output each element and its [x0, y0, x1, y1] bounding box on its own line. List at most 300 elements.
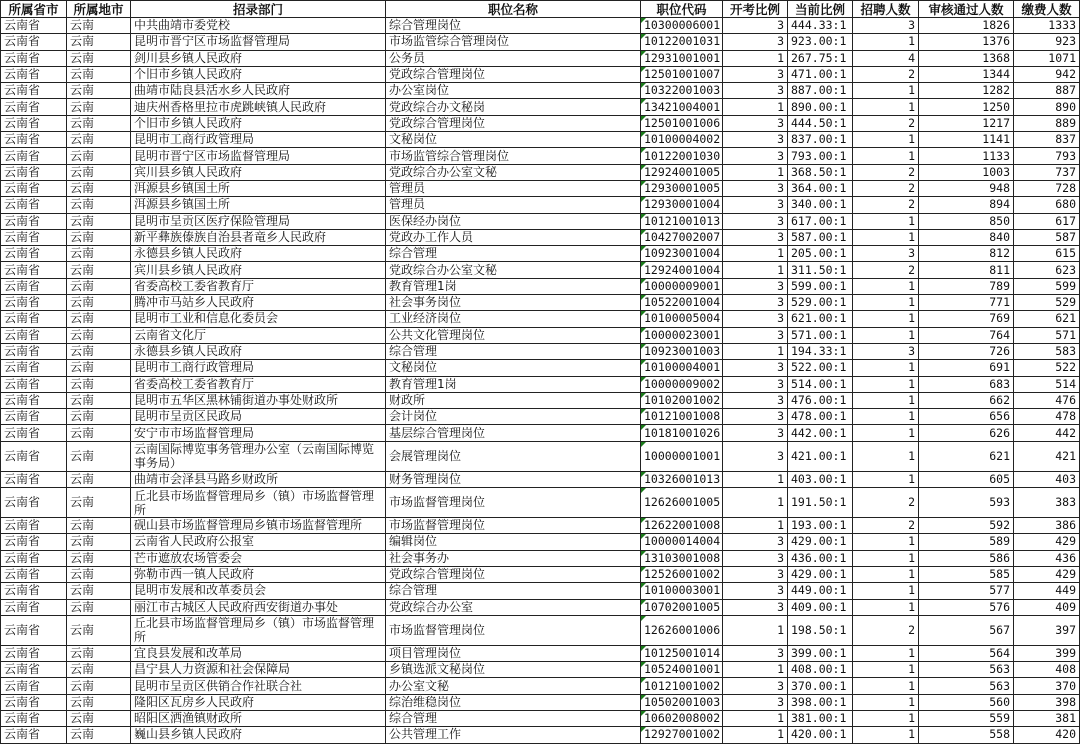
- province-cell[interactable]: 云南省: [1, 262, 67, 278]
- province-cell[interactable]: 云南省: [1, 360, 67, 376]
- paid-cell[interactable]: 615: [1014, 246, 1080, 262]
- position-cell[interactable]: 会计岗位: [386, 409, 641, 425]
- paid-cell[interactable]: 408: [1014, 662, 1080, 678]
- code-cell[interactable]: 10000001001: [641, 441, 723, 471]
- city-cell[interactable]: 云南: [67, 662, 131, 678]
- city-cell[interactable]: 云南: [67, 392, 131, 408]
- department-cell[interactable]: 昆明市呈贡区供销合作社联合社: [131, 678, 386, 694]
- paid-cell[interactable]: 887: [1014, 83, 1080, 99]
- position-cell[interactable]: 党政综合管理岗位: [386, 115, 641, 131]
- province-cell[interactable]: 云南省: [1, 550, 67, 566]
- hires-cell[interactable]: 1: [853, 132, 919, 148]
- code-cell[interactable]: 10326001013: [641, 471, 723, 487]
- province-cell[interactable]: 云南省: [1, 34, 67, 50]
- approved-cell[interactable]: 691: [919, 360, 1014, 376]
- department-cell[interactable]: 昌宁县人力资源和社会保障局: [131, 662, 386, 678]
- position-cell[interactable]: 综合管理: [386, 246, 641, 262]
- current-ratio-cell[interactable]: 444.50:1: [788, 115, 853, 131]
- department-cell[interactable]: 昆明市呈贡区医疗保险管理局: [131, 213, 386, 229]
- department-cell[interactable]: 昆明市呈贡区民政局: [131, 409, 386, 425]
- province-cell[interactable]: 云南省: [1, 197, 67, 213]
- code-cell[interactable]: 10125001014: [641, 645, 723, 661]
- approved-cell[interactable]: 948: [919, 180, 1014, 196]
- city-cell[interactable]: 云南: [67, 599, 131, 615]
- code-cell[interactable]: 10100004001: [641, 360, 723, 376]
- hires-cell[interactable]: 1: [853, 550, 919, 566]
- province-cell[interactable]: 云南省: [1, 132, 67, 148]
- position-cell[interactable]: 社会事务办: [386, 550, 641, 566]
- paid-cell[interactable]: 621: [1014, 311, 1080, 327]
- hires-cell[interactable]: 2: [853, 488, 919, 518]
- position-cell[interactable]: 综合管理: [386, 583, 641, 599]
- current-ratio-cell[interactable]: 399.00:1: [788, 645, 853, 661]
- current-ratio-cell[interactable]: 194.33:1: [788, 343, 853, 359]
- department-cell[interactable]: 昆明市工业和信息化委员会: [131, 311, 386, 327]
- hires-cell[interactable]: 2: [853, 115, 919, 131]
- approved-cell[interactable]: 621: [919, 441, 1014, 471]
- approved-cell[interactable]: 683: [919, 376, 1014, 392]
- paid-cell[interactable]: 737: [1014, 164, 1080, 180]
- current-ratio-cell[interactable]: 403.00:1: [788, 471, 853, 487]
- department-cell[interactable]: 昆明市五华区黑林铺街道办事处财政所: [131, 392, 386, 408]
- city-cell[interactable]: 云南: [67, 83, 131, 99]
- province-cell[interactable]: 云南省: [1, 392, 67, 408]
- approved-cell[interactable]: 1376: [919, 34, 1014, 50]
- approved-cell[interactable]: 593: [919, 488, 1014, 518]
- province-cell[interactable]: 云南省: [1, 18, 67, 34]
- code-cell[interactable]: 10000009001: [641, 278, 723, 294]
- hires-cell[interactable]: 1: [853, 278, 919, 294]
- city-cell[interactable]: 云南: [67, 566, 131, 582]
- code-cell[interactable]: 12526001002: [641, 566, 723, 582]
- paid-cell[interactable]: 381: [1014, 710, 1080, 726]
- paid-cell[interactable]: 889: [1014, 115, 1080, 131]
- code-cell[interactable]: 10000014004: [641, 534, 723, 550]
- paid-cell[interactable]: 442: [1014, 425, 1080, 441]
- approved-cell[interactable]: 564: [919, 645, 1014, 661]
- department-cell[interactable]: 昭阳区洒渔镇财政所: [131, 710, 386, 726]
- hires-cell[interactable]: 1: [853, 599, 919, 615]
- current-ratio-cell[interactable]: 923.00:1: [788, 34, 853, 50]
- position-cell[interactable]: 办公室文秘: [386, 678, 641, 694]
- position-cell[interactable]: 综治维稳岗位: [386, 694, 641, 710]
- current-ratio-cell[interactable]: 571.00:1: [788, 327, 853, 343]
- city-cell[interactable]: 云南: [67, 534, 131, 550]
- exam-ratio-cell[interactable]: 3: [723, 550, 788, 566]
- department-cell[interactable]: 云南国际博览事务管理办公室（云南国际博览事务局）: [131, 441, 386, 471]
- province-cell[interactable]: 云南省: [1, 376, 67, 392]
- department-cell[interactable]: 洱源县乡镇国土所: [131, 180, 386, 196]
- code-cell[interactable]: 12930001005: [641, 180, 723, 196]
- approved-cell[interactable]: 662: [919, 392, 1014, 408]
- position-cell[interactable]: 公务员: [386, 50, 641, 66]
- paid-cell[interactable]: 386: [1014, 518, 1080, 534]
- exam-ratio-cell[interactable]: 3: [723, 327, 788, 343]
- current-ratio-cell[interactable]: 421.00:1: [788, 441, 853, 471]
- approved-cell[interactable]: 789: [919, 278, 1014, 294]
- position-cell[interactable]: 财务管理岗位: [386, 471, 641, 487]
- current-ratio-cell[interactable]: 193.00:1: [788, 518, 853, 534]
- position-cell[interactable]: 综合管理: [386, 710, 641, 726]
- paid-cell[interactable]: 942: [1014, 66, 1080, 82]
- exam-ratio-cell[interactable]: 3: [723, 66, 788, 82]
- city-cell[interactable]: 云南: [67, 425, 131, 441]
- department-cell[interactable]: 巍山县乡镇人民政府: [131, 727, 386, 743]
- current-ratio-cell[interactable]: 837.00:1: [788, 132, 853, 148]
- code-cell[interactable]: 10427002007: [641, 229, 723, 245]
- city-cell[interactable]: 云南: [67, 583, 131, 599]
- approved-cell[interactable]: 1141: [919, 132, 1014, 148]
- code-cell[interactable]: 10100005004: [641, 311, 723, 327]
- current-ratio-cell[interactable]: 368.50:1: [788, 164, 853, 180]
- approved-cell[interactable]: 1003: [919, 164, 1014, 180]
- province-cell[interactable]: 云南省: [1, 83, 67, 99]
- current-ratio-cell[interactable]: 478.00:1: [788, 409, 853, 425]
- position-cell[interactable]: 党政综合管理岗位: [386, 66, 641, 82]
- department-cell[interactable]: 昆明市发展和改革委员会: [131, 583, 386, 599]
- department-cell[interactable]: 昆明市工商行政管理局: [131, 360, 386, 376]
- province-cell[interactable]: 云南省: [1, 583, 67, 599]
- city-cell[interactable]: 云南: [67, 180, 131, 196]
- position-cell[interactable]: 编辑岗位: [386, 534, 641, 550]
- department-cell[interactable]: 新平彝族傣族自治县者竜乡人民政府: [131, 229, 386, 245]
- approved-cell[interactable]: 1368: [919, 50, 1014, 66]
- hires-cell[interactable]: 1: [853, 392, 919, 408]
- city-cell[interactable]: 云南: [67, 164, 131, 180]
- department-cell[interactable]: 永德县乡镇人民政府: [131, 246, 386, 262]
- code-cell[interactable]: 12626001006: [641, 615, 723, 645]
- exam-ratio-cell[interactable]: 3: [723, 376, 788, 392]
- paid-cell[interactable]: 429: [1014, 566, 1080, 582]
- exam-ratio-cell[interactable]: 3: [723, 392, 788, 408]
- exam-ratio-cell[interactable]: 3: [723, 148, 788, 164]
- exam-ratio-cell[interactable]: 3: [723, 566, 788, 582]
- department-cell[interactable]: 昆明市晋宁区市场监督管理局: [131, 34, 386, 50]
- city-cell[interactable]: 云南: [67, 710, 131, 726]
- code-cell[interactable]: 12931001001: [641, 50, 723, 66]
- current-ratio-cell[interactable]: 205.00:1: [788, 246, 853, 262]
- province-cell[interactable]: 云南省: [1, 566, 67, 582]
- code-cell[interactable]: 10702001005: [641, 599, 723, 615]
- paid-cell[interactable]: 409: [1014, 599, 1080, 615]
- exam-ratio-cell[interactable]: 3: [723, 229, 788, 245]
- paid-cell[interactable]: 397: [1014, 615, 1080, 645]
- paid-cell[interactable]: 571: [1014, 327, 1080, 343]
- approved-cell[interactable]: 811: [919, 262, 1014, 278]
- header-position[interactable]: 职位名称: [386, 1, 641, 18]
- current-ratio-cell[interactable]: 267.75:1: [788, 50, 853, 66]
- code-cell[interactable]: 12622001008: [641, 518, 723, 534]
- hires-cell[interactable]: 1: [853, 645, 919, 661]
- exam-ratio-cell[interactable]: 3: [723, 599, 788, 615]
- code-cell[interactable]: 13421004001: [641, 99, 723, 115]
- city-cell[interactable]: 云南: [67, 409, 131, 425]
- position-cell[interactable]: 党政综合办公室: [386, 599, 641, 615]
- province-cell[interactable]: 云南省: [1, 327, 67, 343]
- code-cell[interactable]: 10181001026: [641, 425, 723, 441]
- paid-cell[interactable]: 587: [1014, 229, 1080, 245]
- city-cell[interactable]: 云南: [67, 550, 131, 566]
- code-cell[interactable]: 12501001007: [641, 66, 723, 82]
- current-ratio-cell[interactable]: 370.00:1: [788, 678, 853, 694]
- approved-cell[interactable]: 764: [919, 327, 1014, 343]
- city-cell[interactable]: 云南: [67, 471, 131, 487]
- position-cell[interactable]: 工业经济岗位: [386, 311, 641, 327]
- exam-ratio-cell[interactable]: 3: [723, 213, 788, 229]
- exam-ratio-cell[interactable]: 1: [723, 662, 788, 678]
- city-cell[interactable]: 云南: [67, 376, 131, 392]
- position-cell[interactable]: 市场监管综合管理岗位: [386, 34, 641, 50]
- code-cell[interactable]: 10923001003: [641, 343, 723, 359]
- hires-cell[interactable]: 4: [853, 50, 919, 66]
- position-cell[interactable]: 市场监督管理岗位: [386, 615, 641, 645]
- hires-cell[interactable]: 1: [853, 360, 919, 376]
- exam-ratio-cell[interactable]: 1: [723, 518, 788, 534]
- current-ratio-cell[interactable]: 890.00:1: [788, 99, 853, 115]
- paid-cell[interactable]: 837: [1014, 132, 1080, 148]
- paid-cell[interactable]: 728: [1014, 180, 1080, 196]
- current-ratio-cell[interactable]: 429.00:1: [788, 566, 853, 582]
- paid-cell[interactable]: 680: [1014, 197, 1080, 213]
- hires-cell[interactable]: 1: [853, 229, 919, 245]
- current-ratio-cell[interactable]: 420.00:1: [788, 727, 853, 743]
- hires-cell[interactable]: 2: [853, 164, 919, 180]
- city-cell[interactable]: 云南: [67, 132, 131, 148]
- hires-cell[interactable]: 1: [853, 441, 919, 471]
- exam-ratio-cell[interactable]: 3: [723, 132, 788, 148]
- approved-cell[interactable]: 592: [919, 518, 1014, 534]
- paid-cell[interactable]: 436: [1014, 550, 1080, 566]
- exam-ratio-cell[interactable]: 3: [723, 311, 788, 327]
- current-ratio-cell[interactable]: 436.00:1: [788, 550, 853, 566]
- header-paid[interactable]: 缴费人数: [1014, 1, 1080, 18]
- hires-cell[interactable]: 1: [853, 694, 919, 710]
- position-cell[interactable]: 公共文化管理岗位: [386, 327, 641, 343]
- province-cell[interactable]: 云南省: [1, 115, 67, 131]
- exam-ratio-cell[interactable]: 1: [723, 488, 788, 518]
- current-ratio-cell[interactable]: 617.00:1: [788, 213, 853, 229]
- department-cell[interactable]: 宜良县发展和改革局: [131, 645, 386, 661]
- paid-cell[interactable]: 476: [1014, 392, 1080, 408]
- city-cell[interactable]: 云南: [67, 278, 131, 294]
- department-cell[interactable]: 曲靖市陆良县活水乡人民政府: [131, 83, 386, 99]
- position-cell[interactable]: 教育管理1岗: [386, 278, 641, 294]
- department-cell[interactable]: 永德县乡镇人民政府: [131, 343, 386, 359]
- exam-ratio-cell[interactable]: 1: [723, 343, 788, 359]
- position-cell[interactable]: 市场监管综合管理岗位: [386, 148, 641, 164]
- paid-cell[interactable]: 890: [1014, 99, 1080, 115]
- city-cell[interactable]: 云南: [67, 229, 131, 245]
- hires-cell[interactable]: 1: [853, 583, 919, 599]
- hires-cell[interactable]: 1: [853, 213, 919, 229]
- province-cell[interactable]: 云南省: [1, 180, 67, 196]
- current-ratio-cell[interactable]: 887.00:1: [788, 83, 853, 99]
- province-cell[interactable]: 云南省: [1, 409, 67, 425]
- exam-ratio-cell[interactable]: 3: [723, 409, 788, 425]
- code-cell[interactable]: 10102001002: [641, 392, 723, 408]
- exam-ratio-cell[interactable]: 3: [723, 645, 788, 661]
- province-cell[interactable]: 云南省: [1, 213, 67, 229]
- paid-cell[interactable]: 398: [1014, 694, 1080, 710]
- exam-ratio-cell[interactable]: 3: [723, 34, 788, 50]
- department-cell[interactable]: 宾川县乡镇人民政府: [131, 262, 386, 278]
- department-cell[interactable]: 丘北县市场监督管理局乡（镇）市场监督管理所: [131, 488, 386, 518]
- city-cell[interactable]: 云南: [67, 311, 131, 327]
- paid-cell[interactable]: 617: [1014, 213, 1080, 229]
- position-cell[interactable]: 管理员: [386, 197, 641, 213]
- city-cell[interactable]: 云南: [67, 694, 131, 710]
- hires-cell[interactable]: 1: [853, 99, 919, 115]
- exam-ratio-cell[interactable]: 3: [723, 534, 788, 550]
- hires-cell[interactable]: 1: [853, 662, 919, 678]
- current-ratio-cell[interactable]: 793.00:1: [788, 148, 853, 164]
- code-cell[interactable]: 10100004002: [641, 132, 723, 148]
- paid-cell[interactable]: 583: [1014, 343, 1080, 359]
- exam-ratio-cell[interactable]: 3: [723, 115, 788, 131]
- hires-cell[interactable]: 2: [853, 66, 919, 82]
- province-cell[interactable]: 云南省: [1, 148, 67, 164]
- paid-cell[interactable]: 420: [1014, 727, 1080, 743]
- exam-ratio-cell[interactable]: 1: [723, 615, 788, 645]
- hires-cell[interactable]: 1: [853, 83, 919, 99]
- current-ratio-cell[interactable]: 476.00:1: [788, 392, 853, 408]
- approved-cell[interactable]: 563: [919, 678, 1014, 694]
- city-cell[interactable]: 云南: [67, 615, 131, 645]
- hires-cell[interactable]: 2: [853, 262, 919, 278]
- department-cell[interactable]: 省委高校工委省教育厅: [131, 376, 386, 392]
- current-ratio-cell[interactable]: 599.00:1: [788, 278, 853, 294]
- province-cell[interactable]: 云南省: [1, 615, 67, 645]
- approved-cell[interactable]: 586: [919, 550, 1014, 566]
- position-cell[interactable]: 综合管理: [386, 343, 641, 359]
- code-cell[interactable]: 13103001008: [641, 550, 723, 566]
- code-cell[interactable]: 10602008002: [641, 710, 723, 726]
- province-cell[interactable]: 云南省: [1, 425, 67, 441]
- city-cell[interactable]: 云南: [67, 518, 131, 534]
- department-cell[interactable]: 省委高校工委省教育厅: [131, 278, 386, 294]
- province-cell[interactable]: 云南省: [1, 66, 67, 82]
- exam-ratio-cell[interactable]: 1: [723, 262, 788, 278]
- hires-cell[interactable]: 1: [853, 471, 919, 487]
- current-ratio-cell[interactable]: 191.50:1: [788, 488, 853, 518]
- hires-cell[interactable]: 1: [853, 566, 919, 582]
- position-cell[interactable]: 党政综合办文秘岗: [386, 99, 641, 115]
- city-cell[interactable]: 云南: [67, 327, 131, 343]
- code-cell[interactable]: 10122001030: [641, 148, 723, 164]
- position-cell[interactable]: 乡镇选派文秘岗位: [386, 662, 641, 678]
- code-cell[interactable]: 10502001003: [641, 694, 723, 710]
- position-cell[interactable]: 市场监督管理岗位: [386, 488, 641, 518]
- position-cell[interactable]: 会展管理岗位: [386, 441, 641, 471]
- current-ratio-cell[interactable]: 364.00:1: [788, 180, 853, 196]
- position-cell[interactable]: 综合管理岗位: [386, 18, 641, 34]
- header-department[interactable]: 招录部门: [131, 1, 386, 18]
- code-cell[interactable]: 10923001004: [641, 246, 723, 262]
- position-cell[interactable]: 党政综合办公室文秘: [386, 164, 641, 180]
- current-ratio-cell[interactable]: 449.00:1: [788, 583, 853, 599]
- current-ratio-cell[interactable]: 442.00:1: [788, 425, 853, 441]
- current-ratio-cell[interactable]: 471.00:1: [788, 66, 853, 82]
- approved-cell[interactable]: 1344: [919, 66, 1014, 82]
- province-cell[interactable]: 云南省: [1, 50, 67, 66]
- paid-cell[interactable]: 383: [1014, 488, 1080, 518]
- code-cell[interactable]: 12924001005: [641, 164, 723, 180]
- department-cell[interactable]: 安宁市市场监督管理局: [131, 425, 386, 441]
- exam-ratio-cell[interactable]: 1: [723, 99, 788, 115]
- current-ratio-cell[interactable]: 587.00:1: [788, 229, 853, 245]
- current-ratio-cell[interactable]: 444.33:1: [788, 18, 853, 34]
- position-cell[interactable]: 项目管理岗位: [386, 645, 641, 661]
- hires-cell[interactable]: 3: [853, 18, 919, 34]
- code-cell[interactable]: 12930001004: [641, 197, 723, 213]
- city-cell[interactable]: 云南: [67, 213, 131, 229]
- current-ratio-cell[interactable]: 340.00:1: [788, 197, 853, 213]
- exam-ratio-cell[interactable]: 1: [723, 246, 788, 262]
- department-cell[interactable]: 云南省人民政府公报室: [131, 534, 386, 550]
- exam-ratio-cell[interactable]: 3: [723, 360, 788, 376]
- exam-ratio-cell[interactable]: 1: [723, 50, 788, 66]
- department-cell[interactable]: 洱源县乡镇国土所: [131, 197, 386, 213]
- current-ratio-cell[interactable]: 311.50:1: [788, 262, 853, 278]
- approved-cell[interactable]: 812: [919, 246, 1014, 262]
- paid-cell[interactable]: 623: [1014, 262, 1080, 278]
- city-cell[interactable]: 云南: [67, 488, 131, 518]
- approved-cell[interactable]: 589: [919, 534, 1014, 550]
- position-cell[interactable]: 医保经办岗位: [386, 213, 641, 229]
- current-ratio-cell[interactable]: 529.00:1: [788, 295, 853, 311]
- hires-cell[interactable]: 1: [853, 34, 919, 50]
- code-cell[interactable]: 10524001001: [641, 662, 723, 678]
- province-cell[interactable]: 云南省: [1, 295, 67, 311]
- position-cell[interactable]: 党政综合管理岗位: [386, 566, 641, 582]
- position-cell[interactable]: 教育管理1岗: [386, 376, 641, 392]
- approved-cell[interactable]: 585: [919, 566, 1014, 582]
- current-ratio-cell[interactable]: 198.50:1: [788, 615, 853, 645]
- city-cell[interactable]: 云南: [67, 148, 131, 164]
- paid-cell[interactable]: 421: [1014, 441, 1080, 471]
- approved-cell[interactable]: 605: [919, 471, 1014, 487]
- code-cell[interactable]: 10121001013: [641, 213, 723, 229]
- approved-cell[interactable]: 850: [919, 213, 1014, 229]
- hires-cell[interactable]: 3: [853, 246, 919, 262]
- paid-cell[interactable]: 399: [1014, 645, 1080, 661]
- code-cell[interactable]: 10100003001: [641, 583, 723, 599]
- province-cell[interactable]: 云南省: [1, 518, 67, 534]
- paid-cell[interactable]: 529: [1014, 295, 1080, 311]
- approved-cell[interactable]: 771: [919, 295, 1014, 311]
- position-cell[interactable]: 公共管理工作: [386, 727, 641, 743]
- province-cell[interactable]: 云南省: [1, 694, 67, 710]
- position-cell[interactable]: 党政综合办公室文秘: [386, 262, 641, 278]
- exam-ratio-cell[interactable]: 3: [723, 180, 788, 196]
- city-cell[interactable]: 云南: [67, 50, 131, 66]
- hires-cell[interactable]: 1: [853, 425, 919, 441]
- approved-cell[interactable]: 769: [919, 311, 1014, 327]
- province-cell[interactable]: 云南省: [1, 678, 67, 694]
- department-cell[interactable]: 曲靖市会泽县马路乡财政所: [131, 471, 386, 487]
- code-cell[interactable]: 10300006001: [641, 18, 723, 34]
- position-cell[interactable]: 基层综合管理岗位: [386, 425, 641, 441]
- current-ratio-cell[interactable]: 522.00:1: [788, 360, 853, 376]
- province-cell[interactable]: 云南省: [1, 488, 67, 518]
- department-cell[interactable]: 丘北县市场监督管理局乡（镇）市场监督管理所: [131, 615, 386, 645]
- department-cell[interactable]: 昆明市晋宁区市场监督管理局: [131, 148, 386, 164]
- hires-cell[interactable]: 2: [853, 615, 919, 645]
- position-cell[interactable]: 财政所: [386, 392, 641, 408]
- header-exam-ratio[interactable]: 开考比例: [723, 1, 788, 18]
- hires-cell[interactable]: 2: [853, 518, 919, 534]
- hires-cell[interactable]: 2: [853, 180, 919, 196]
